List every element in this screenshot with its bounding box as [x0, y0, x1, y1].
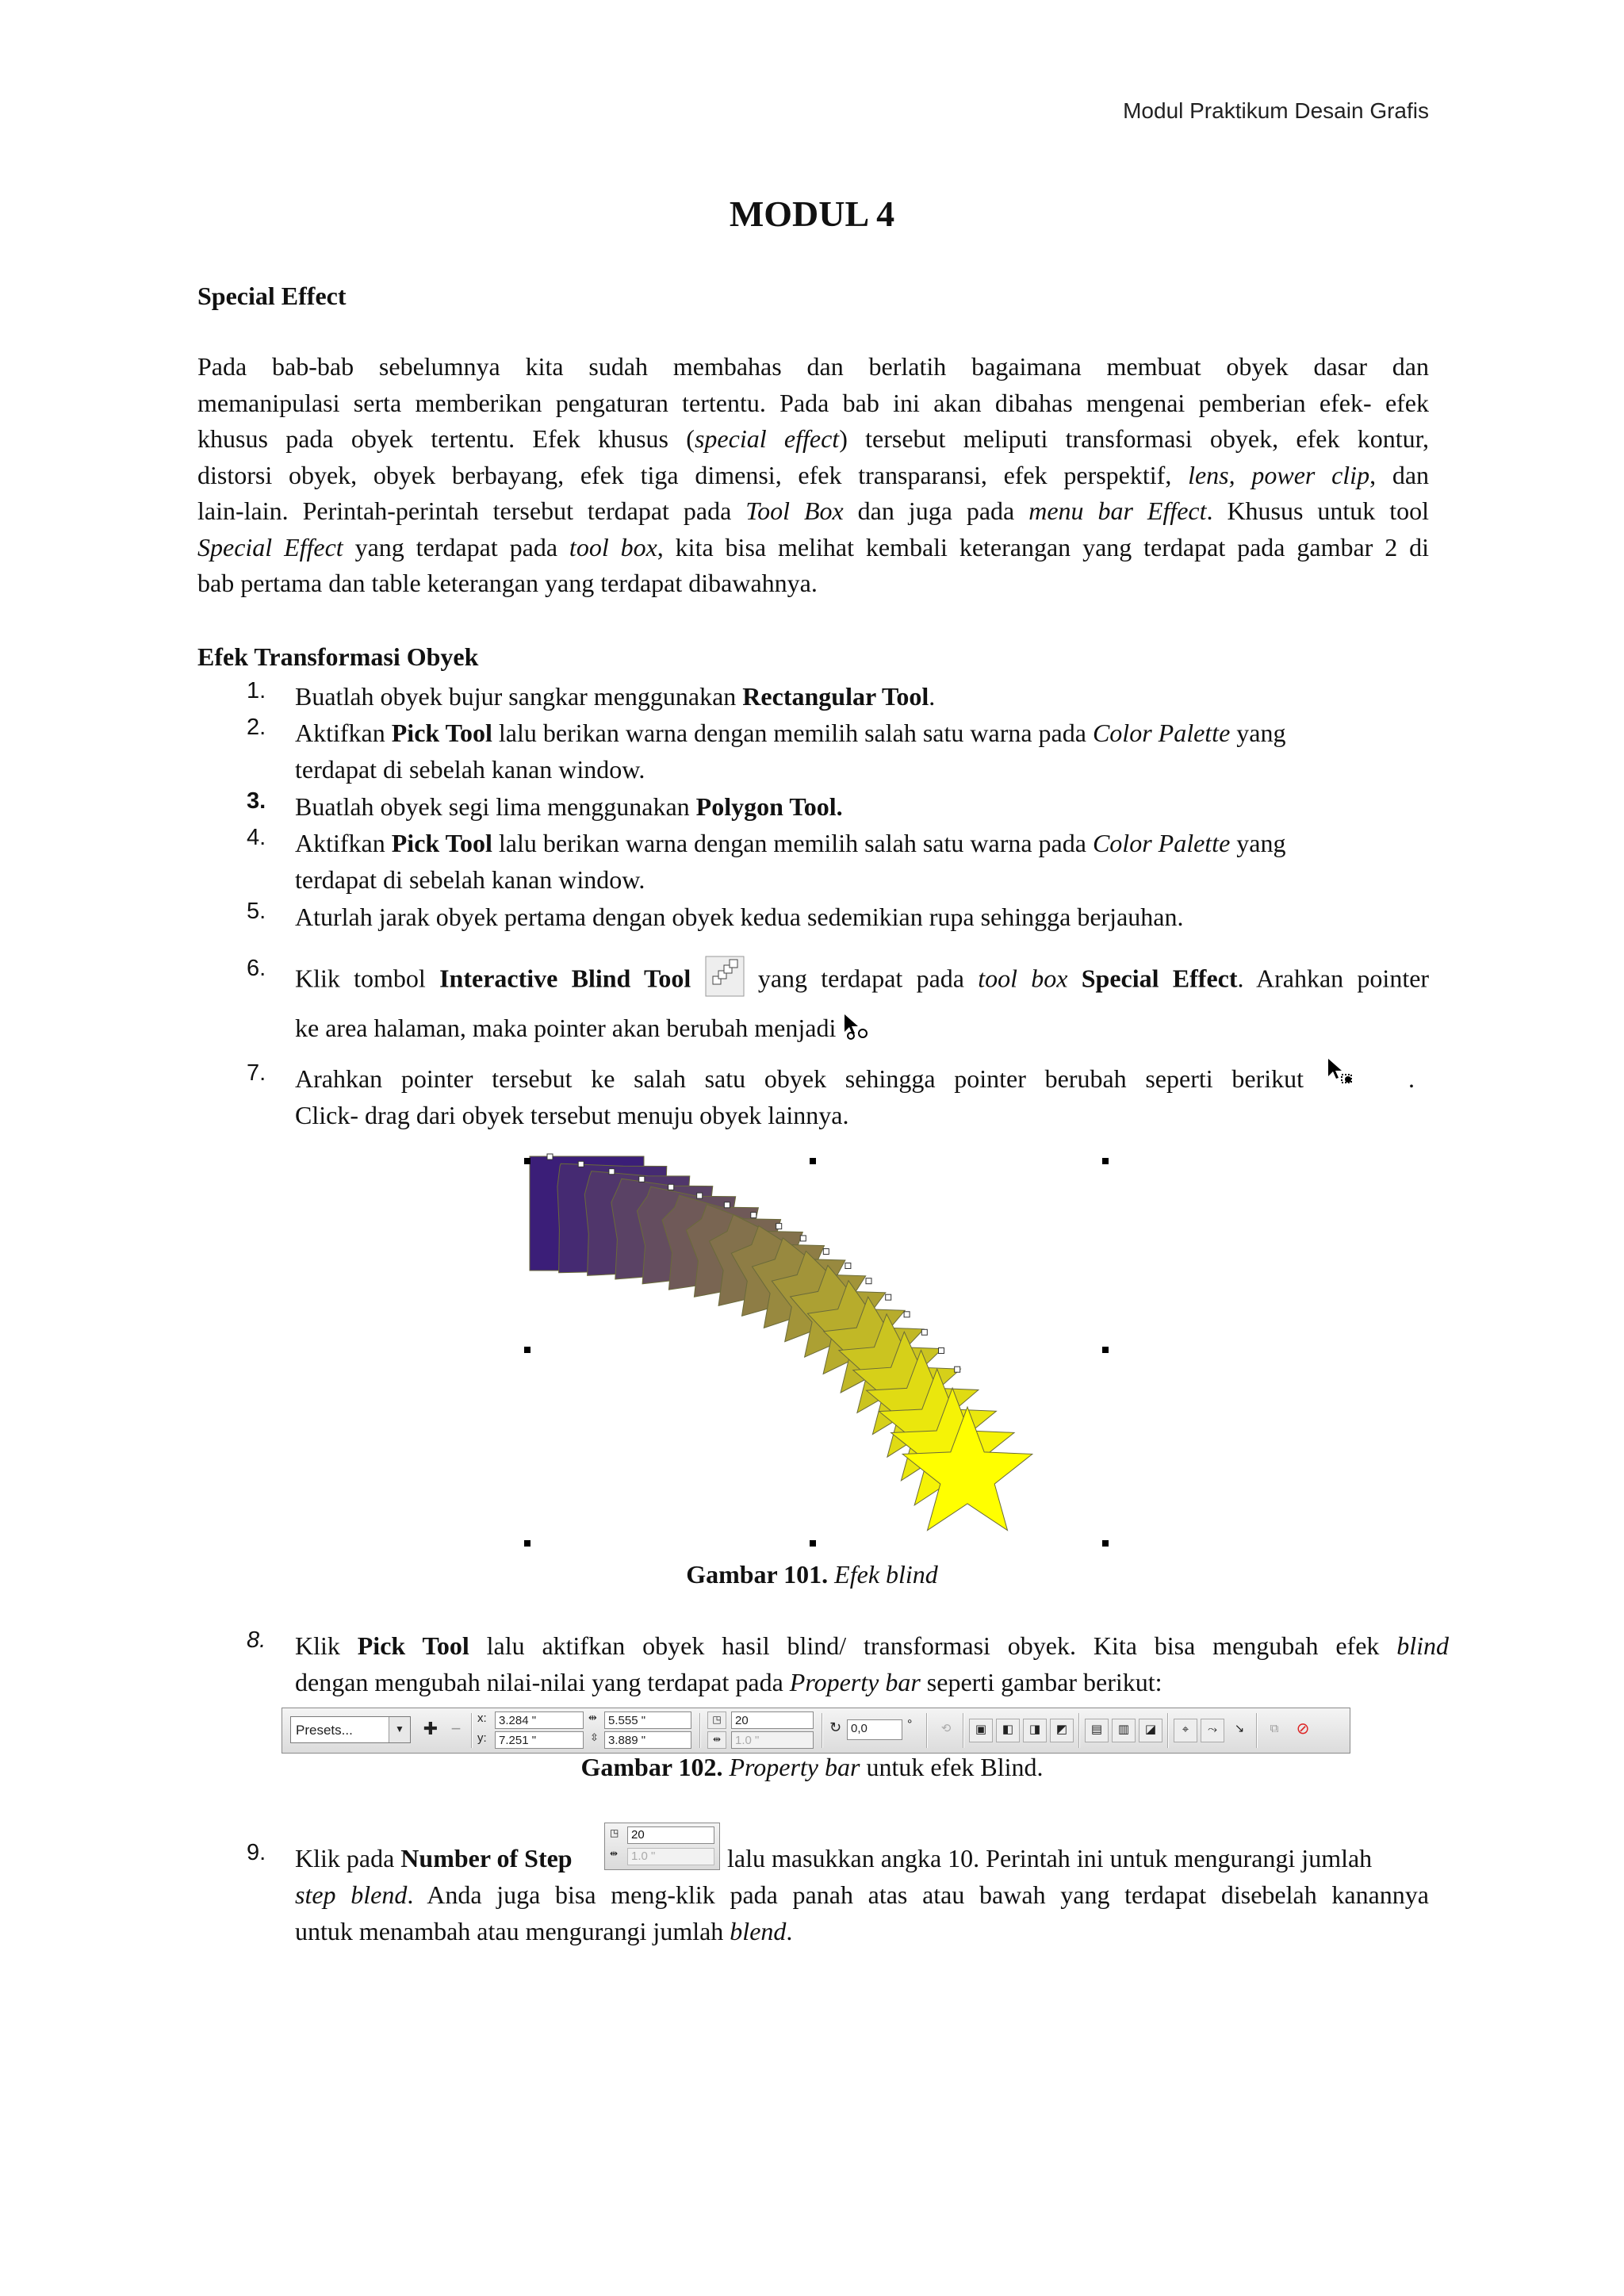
rotate-icon: ↻ [829, 1719, 842, 1735]
blend-node-marker [751, 1213, 756, 1218]
width-field[interactable]: 5.555 " [604, 1711, 691, 1729]
blend-node-marker [547, 1154, 553, 1159]
paragraph-line: distorsi obyek, obyek berbayang, efek tiga dimensi, efek transparansi, efek perspektif, lens, power clip, dan [197, 460, 1430, 489]
acceleration-icon[interactable]: ▤ [1085, 1719, 1109, 1742]
blend-node-marker [776, 1224, 782, 1229]
property-bar [282, 1708, 1350, 1754]
blend-tool-icon [705, 956, 745, 1006]
blend-node-marker [845, 1263, 851, 1269]
selection-handle [1102, 1158, 1109, 1164]
steps-icon: ◳ [610, 1827, 619, 1838]
height-icon: ⇳ [590, 1731, 599, 1743]
blend-node-marker [668, 1184, 674, 1190]
more-blend-options-icon[interactable]: ⤳ [1201, 1719, 1224, 1742]
copy-blend-icon[interactable]: ⧉ [1270, 1722, 1279, 1735]
remove-preset-icon[interactable]: − [450, 1719, 462, 1738]
new-path-icon[interactable]: ↘ [1234, 1722, 1245, 1735]
start-end-properties-icon[interactable]: ◪ [1139, 1719, 1162, 1742]
counterclockwise-blend-icon[interactable]: ◩ [1050, 1719, 1074, 1742]
degree-symbol: ° [907, 1718, 913, 1731]
number-of-steps-field[interactable]: 20 [627, 1826, 714, 1844]
running-header: Modul Praktikum Desain Grafis [1123, 98, 1429, 123]
selection-handle [810, 1158, 816, 1164]
selection-handle [524, 1158, 530, 1164]
presets-dropdown[interactable]: Presets... ▼ [290, 1716, 411, 1743]
blend-illustration [508, 1142, 1126, 1554]
clear-blend-icon[interactable]: ⊘ [1296, 1720, 1310, 1738]
paragraph-line: Special Effect yang terdapat pada tool box, kita bisa melihat kembali keterangan yang terdapat pada gambar 2 di [197, 532, 1430, 562]
blend-node-marker [578, 1161, 584, 1167]
paragraph-line: memanipulasi serta memberikan pengaturan tertentu. Pada bab ini akan dibahas mengenai pemberian efek- efek [197, 388, 1429, 417]
blend-node-marker [939, 1348, 944, 1354]
chevron-down-icon: ▼ [389, 1717, 410, 1742]
selection-handle [524, 1540, 530, 1547]
separator [1167, 1713, 1169, 1748]
number-of-steps-field[interactable]: 20 [731, 1711, 814, 1729]
object-color-acceleration-icon[interactable]: ▣ [969, 1719, 993, 1742]
y-position-field[interactable]: 7.251 " [495, 1731, 584, 1749]
height-field[interactable]: 3.889 " [604, 1731, 691, 1749]
x-label: x: [477, 1711, 487, 1725]
intro-paragraph [197, 349, 1429, 602]
figure-102-caption: Gambar 102. Property bar untuk efek Blind. [580, 1753, 1044, 1781]
blend-node-marker [921, 1329, 927, 1335]
figure-101-caption: Gambar 101. Efek blind [686, 1560, 938, 1589]
blend-direction-field[interactable]: 0,0 [847, 1719, 902, 1740]
width-icon: ⇹ [588, 1711, 597, 1723]
paragraph-line: lain-lain. Perintah-perintah tersebut terdapat pada Tool Box dan juga pada menu bar Effect. Khusus untuk tool [197, 496, 1430, 525]
paragraph-line: bab pertama dan table keterangan yang terdapat dibawahnya. [197, 569, 818, 597]
blend-node-marker [609, 1169, 615, 1175]
blend-pointer-icon [842, 1013, 869, 1049]
separator [1078, 1713, 1080, 1748]
page-title: MODUL 4 [729, 194, 895, 234]
section-heading-transformasi: Efek Transformasi Obyek [197, 642, 479, 671]
paragraph-line: khusus pada obyek tertentu. Efek khusus (special effect) tersebut meliputi transformasi obyek, efek kontur, [197, 424, 1430, 453]
spacing-field: 1.0 " [731, 1731, 814, 1749]
blend-node-marker [639, 1176, 645, 1182]
blend-node-marker [886, 1294, 891, 1300]
selection-handle [1102, 1540, 1109, 1547]
blend-figure [508, 1142, 1126, 1554]
selection-handle [524, 1347, 530, 1353]
loop-blend-icon[interactable]: ⟲ [940, 1722, 952, 1735]
blend-node-marker [697, 1193, 703, 1198]
separator [822, 1713, 823, 1748]
blend-node-marker [724, 1202, 730, 1208]
blend-node-marker [823, 1249, 829, 1255]
separator [1256, 1713, 1258, 1748]
selection-handle [1102, 1347, 1109, 1353]
blend-node-marker [904, 1312, 910, 1317]
clockwise-blend-icon[interactable]: ◨ [1023, 1719, 1047, 1742]
add-preset-icon[interactable]: ✚ [423, 1719, 439, 1738]
spacing-field: 1.0 " [627, 1848, 714, 1865]
path-properties-icon[interactable]: ⌖ [1174, 1719, 1197, 1742]
blend-node-marker [955, 1366, 960, 1372]
spacing-mode-button[interactable]: ⇹ [707, 1731, 726, 1749]
blend-node-marker [866, 1278, 871, 1284]
accelerate-size-icon[interactable]: ▥ [1112, 1719, 1136, 1742]
blend-start-pointer-icon [1326, 1057, 1358, 1098]
spacing-icon: ⇹ [610, 1848, 619, 1859]
separator [699, 1713, 701, 1748]
paragraph-line: Pada bab-bab sebelumnya kita sudah membahas dan berlatih bagaimana membuat obyek dasar dan [197, 352, 1429, 381]
section-heading-special-effect: Special Effect [197, 282, 347, 310]
x-position-field[interactable]: 3.284 " [495, 1711, 584, 1729]
direct-blend-icon[interactable]: ◧ [996, 1719, 1020, 1742]
steps-mode-button[interactable]: ◳ [707, 1711, 726, 1729]
blend-node-marker [800, 1236, 806, 1241]
number-of-step-widget [604, 1823, 720, 1870]
y-label: y: [477, 1731, 487, 1745]
separator [471, 1713, 473, 1748]
separator [963, 1713, 964, 1748]
separator [926, 1713, 928, 1748]
selection-handle [810, 1540, 816, 1547]
